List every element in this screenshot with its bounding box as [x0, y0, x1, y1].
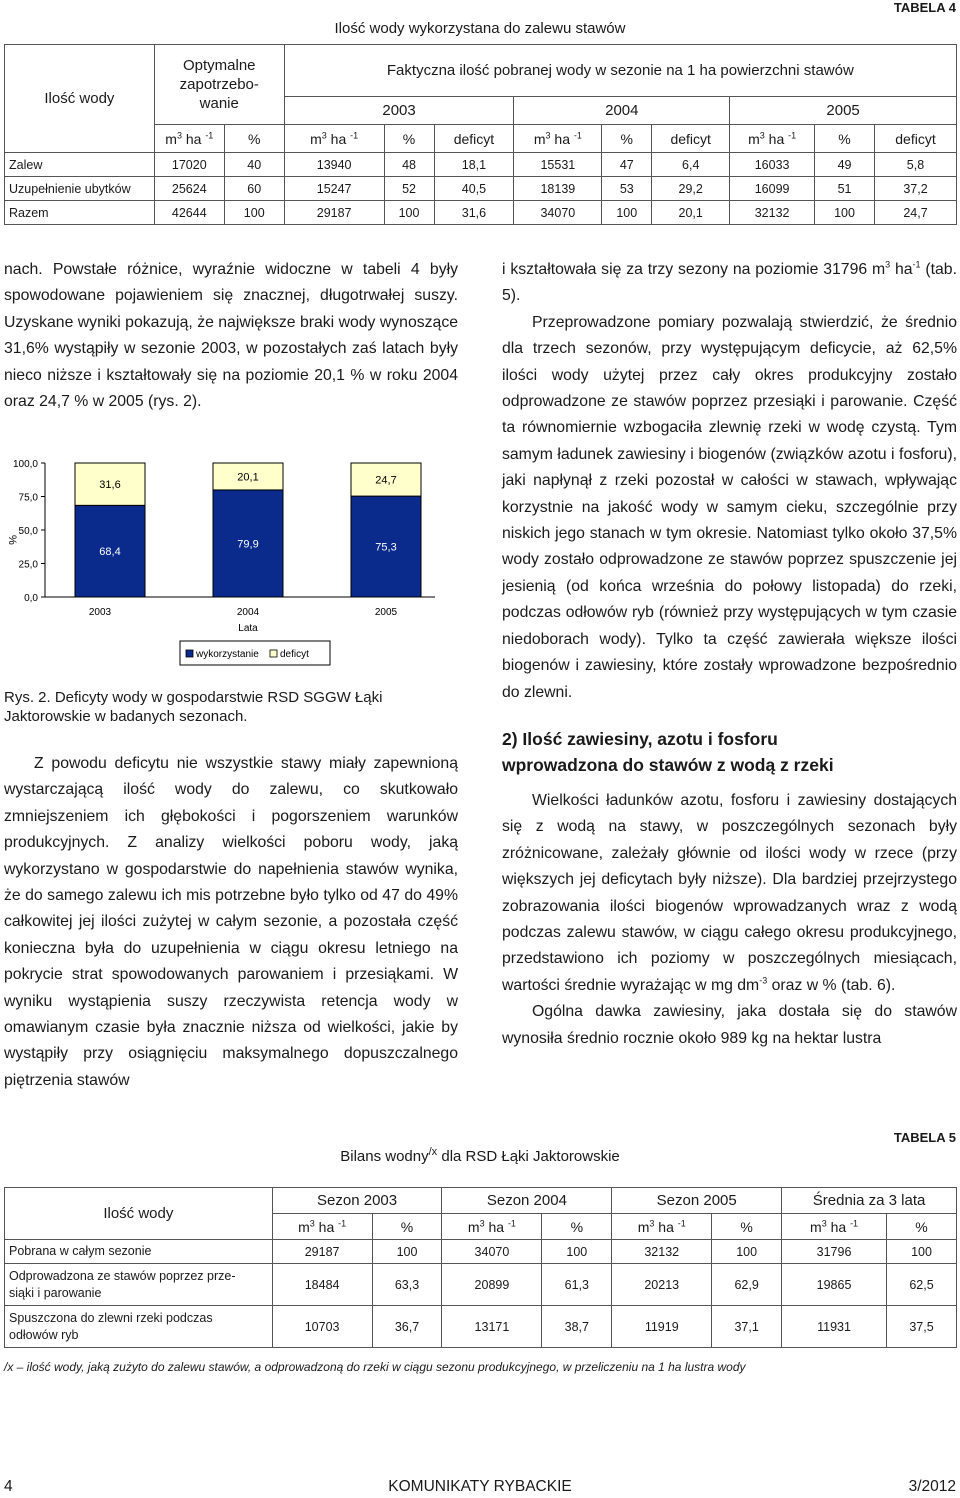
table-cell: 6,4: [652, 153, 730, 177]
x-axis-label: Lata: [238, 623, 258, 634]
table4-opt-line1: Optymalne zapotrzebo-: [179, 57, 259, 93]
table-row: [5, 1264, 957, 1306]
unit-m: m: [165, 130, 177, 147]
table-cell: 20,1: [652, 201, 730, 225]
unit-m: m: [637, 1218, 650, 1235]
unit-ha: ha: [658, 1218, 674, 1235]
table-cell: 49: [815, 153, 875, 177]
row-label: Uzupełnienie ubytków: [5, 177, 155, 201]
table-cell: 11931: [782, 1306, 887, 1348]
unit-sup3: 3: [759, 129, 765, 140]
table-cell: 62,9: [712, 1264, 782, 1306]
table-row: [5, 1240, 957, 1264]
x-tick-label: 2003: [88, 607, 112, 618]
unit-sup-minus1: -1: [677, 1217, 686, 1228]
deficit-chart: [0, 445, 460, 680]
table-cell: 13171: [442, 1306, 542, 1348]
table-cell: 61,3: [542, 1264, 612, 1306]
table-cell: 16099: [730, 177, 815, 201]
table4-year-2005: 2005: [730, 97, 957, 125]
table5-rowhead: Ilość wody: [5, 1188, 273, 1240]
page-number: 4: [4, 1478, 13, 1495]
unit-m: m: [533, 130, 546, 147]
left-text-top: [4, 257, 458, 415]
unit-sup-minus1: -1: [850, 1217, 859, 1228]
table4-unit-cell: deficyt: [874, 125, 956, 153]
table5-title: [0, 1148, 960, 1165]
table-cell: 34070: [514, 201, 602, 225]
right-paragraph-0: [502, 257, 957, 310]
y-axis-label: %: [6, 535, 18, 545]
unit-sup-minus1: -1: [350, 129, 359, 140]
table-cell: 25624: [154, 177, 224, 201]
section-heading: [502, 726, 957, 778]
table-cell: 100: [886, 1240, 956, 1264]
table-cell: 63,3: [372, 1264, 442, 1306]
table4-unit-cell: [730, 125, 815, 153]
table-cell: 100: [372, 1240, 442, 1264]
table5: [4, 1187, 957, 1348]
table-cell: 18,1: [434, 153, 514, 177]
right-column: [502, 257, 957, 1052]
section-heading-line1: 2) Ilość zawiesiny, azotu i fosforu: [502, 728, 778, 749]
row-label-line: Spuszczona do zlewni rzeki podczas: [9, 1310, 213, 1325]
table5-season-header: Sezon 2005: [612, 1188, 782, 1214]
table4-unit-cell: %: [224, 125, 284, 153]
right-p0-sup: -1: [912, 259, 921, 270]
table-cell: 31,6: [434, 201, 514, 225]
table-cell: 32132: [612, 1240, 712, 1264]
row-label: [5, 1306, 273, 1348]
data-label: 75,3: [375, 541, 397, 554]
table4-title: Ilość wody wykorzystana do zalewu stawów: [334, 20, 626, 37]
table-cell: 62,5: [886, 1264, 956, 1306]
table5-season-header: Sezon 2004: [442, 1188, 612, 1214]
legend-swatch-deficyt: [270, 650, 277, 657]
unit-sup-minus1: -1: [573, 129, 582, 140]
row-label-line: Pobrana w całym sezonie: [9, 1244, 152, 1258]
data-label: 24,7: [375, 474, 397, 487]
table5-unit-cell: [442, 1214, 542, 1240]
issue-number: 3/2012: [908, 1478, 956, 1495]
y-tick-label: 0,0: [24, 593, 38, 604]
table5-unit-cell: %: [372, 1214, 442, 1240]
table-cell: 24,7: [874, 201, 956, 225]
table-cell: 29,2: [652, 177, 730, 201]
unit-sup-minus1: -1: [338, 1217, 347, 1228]
unit-ha: ha: [488, 1218, 505, 1235]
table-cell: 53: [602, 177, 652, 201]
right-p0-text: i kształtowała się za trzy sezony na poziomie 31796 m: [502, 261, 886, 278]
table-cell: 100: [602, 201, 652, 225]
unit-m: m: [298, 1218, 310, 1235]
legend-label-deficyt: deficyt: [280, 649, 309, 660]
right-p0-unit: ha: [890, 261, 913, 278]
table-cell: 100: [384, 201, 434, 225]
table-row: [5, 1306, 957, 1348]
table-cell: 42644: [154, 201, 224, 225]
unit-ha: ha: [830, 1218, 847, 1235]
table-row: [5, 153, 957, 177]
right-p2-end: oraz w % (tab. 6).: [767, 976, 896, 994]
table5-title-b: dla RSD Łąki Jaktorowskie: [437, 1148, 620, 1165]
table5-unit-cell: [272, 1214, 372, 1240]
table4-rowhead: Ilość wody: [5, 45, 155, 153]
row-label: Razem: [5, 201, 155, 225]
table5-unit-cell: [612, 1214, 712, 1240]
unit-sup3: 3: [321, 129, 327, 140]
table-cell: 10703: [272, 1306, 372, 1348]
row-label: [5, 1240, 273, 1264]
left-paragraph-1: nach. Powstałe różnice, wyraźnie widoczne w tabeli 4 były spowodowane pojawieniem się znacznej, długotrwałej suszy. Uzyskane wyniki pokazują, że największe braki wody wynoszące 31,6% wystąpiły w sezonie 2003, w pozostałych zaś latach były nieco niższe i kształtowały się na poziomie 20,1 % w roku 2004 oraz 24,7 % w 2005 (rys. 2).: [4, 261, 458, 411]
right-paragraph-3: Ogólna dawka zawiesiny, jaka dostała się do stawów wynosiła średnio rocznie około 989 kg na hektar lustra: [502, 1003, 957, 1047]
table-cell: 19865: [782, 1264, 887, 1306]
table4-label: TABELA 4: [893, 0, 956, 15]
unit-sup-minus1: -1: [205, 129, 214, 140]
y-tick-label: 100,0: [12, 459, 38, 470]
table4: [4, 44, 957, 225]
table4-unit-cell: [284, 125, 384, 153]
unit-ha: ha: [185, 130, 202, 147]
table4-unit-cell: deficyt: [652, 125, 730, 153]
unit-sup-minus1: -1: [788, 129, 797, 140]
table-cell: 17020: [154, 153, 224, 177]
table-cell: 38,7: [542, 1306, 612, 1348]
table4-grid: [4, 44, 957, 225]
table5-unit-cell: %: [886, 1214, 956, 1240]
table4-unit-cell: %: [602, 125, 652, 153]
figure-caption: [4, 688, 458, 726]
unit-sup3: 3: [649, 1217, 655, 1228]
table4-unit-cell: %: [815, 125, 875, 153]
table4-year-2004: 2004: [514, 97, 730, 125]
table-cell: 40,5: [434, 177, 514, 201]
table5-label: TABELA 5: [893, 1130, 956, 1145]
table5-title-sup: /x: [428, 1146, 438, 1158]
x-tick-label: 2005: [374, 607, 398, 618]
table-cell: 11919: [612, 1306, 712, 1348]
table-cell: 52: [384, 177, 434, 201]
table4-year-2003: 2003: [284, 97, 514, 125]
x-tick-label: 2004: [236, 607, 260, 618]
data-label: 79,9: [237, 538, 259, 551]
left-text-bottom: [4, 751, 458, 1094]
y-tick-label: 25,0: [18, 559, 38, 571]
y-tick-label: 75,0: [18, 492, 38, 504]
table5-season-header: Średnia za 3 lata: [782, 1188, 957, 1214]
section-heading-line2: wprowadzona do stawów z wodą z rzeki: [502, 754, 834, 775]
unit-sup-minus1: -1: [507, 1217, 516, 1228]
table-cell: 37,2: [874, 177, 956, 201]
unit-sup3: 3: [545, 129, 551, 140]
unit-sup3: 3: [309, 1217, 315, 1228]
right-p2-text: Wielkości ładunków azotu, fosforu i zawiesiny dostających się z wodą na stawy, w poszczególnych sezonach były zróżnicowane, zależały głównie od ilości wody w rzece (przy większych jej deficytach były niższe). Dla bardziej przejrzystego zobrazowania ilości biogenów wprowadzanych wraz z wodą podczas zalewu stawów, w ciągu całego okresu produkcyjnego, przedstawiono ich poziomy w poszczególnych miesiącach, wartości średnie wyrażając w mg dm: [502, 791, 957, 994]
table-cell: 100: [542, 1240, 612, 1264]
table-cell: 29187: [272, 1240, 372, 1264]
table-cell: 34070: [442, 1240, 542, 1264]
table-cell: 100: [815, 201, 875, 225]
table-cell: 47: [602, 153, 652, 177]
unit-sup3: 3: [176, 129, 182, 140]
table-cell: 37,1: [712, 1306, 782, 1348]
left-paragraph-2: Z powodu deficytu nie wszystkie stawy miały zapewnioną wystarczającą ilość wody do zalewu, co skutkowało zmniejszeniem ich głębokości i pogorszeniem warunków produkcyjnych. Z analizy wielkości poboru wody, jaką wykorzystano w gospodarstwie do napełnienia stawów wynika, że do samego zalewu ich mis potrzebne było tylko od 47 do 49% całkowitej jej ilości zużytej w całym sezonie, a pozostała część konieczna była do uzupełnienia w ciągu okresu letniego na pokrycie strat spowodowanych parowaniem i przesiąkami. W wyniku wystąpienia suszy rzeczywista retencja wody w omawianym czasie była znacznie niższa od wielkości, jakie by wystąpiły przy osiągnięciu maksymalnego dopuszczalnego piętrzenia stawów: [4, 755, 458, 1089]
legend-label-wykorzystanie: wykorzystanie: [196, 649, 259, 660]
table4-unit-cell: deficyt: [434, 125, 514, 153]
table-cell: 20213: [612, 1264, 712, 1306]
table-cell: 31796: [782, 1240, 887, 1264]
right-p0-sup3: 3: [885, 259, 891, 270]
row-label: [5, 1264, 273, 1306]
figure-caption-text: Rys. 2. Deficyty wody w gospodarstwie RSD SGGW Łąki Jaktorowskie w badanych sezonach.: [4, 689, 383, 725]
table-cell: 32132: [730, 201, 815, 225]
table-cell: 5,8: [874, 153, 956, 177]
unit-sup3: 3: [821, 1217, 827, 1228]
table5-unit-cell: %: [712, 1214, 782, 1240]
table-cell: 100: [712, 1240, 782, 1264]
table4-opt-line2: wanie: [199, 95, 239, 112]
unit-m: m: [810, 1218, 822, 1235]
table-cell: 48: [384, 153, 434, 177]
table-cell: 51: [815, 177, 875, 201]
unit-m: m: [467, 1218, 480, 1235]
table-cell: 15531: [514, 153, 602, 177]
row-label-line: siąki i parowanie: [9, 1285, 102, 1300]
table5-unit-cell: [782, 1214, 887, 1240]
table-row: [5, 201, 957, 225]
table5-title-a: Bilans wodny: [340, 1148, 429, 1165]
unit-m: m: [748, 130, 760, 147]
data-label: 20,1: [237, 471, 259, 484]
table-cell: 29187: [284, 201, 384, 225]
data-label: 31,6: [99, 479, 121, 492]
table-cell: 100: [224, 201, 284, 225]
right-paragraph-2: [502, 788, 957, 999]
table5-season-header: Sezon 2003: [272, 1188, 442, 1214]
table-row: [5, 177, 957, 201]
legend-swatch-wykorzystanie: [186, 650, 193, 657]
table4-fakt-header: Faktyczna ilość pobranej wody w sezonie na 1 ha powierzchni stawów: [284, 45, 956, 97]
y-tick-label: 50,0: [18, 526, 38, 537]
row-label-line: odłowów ryb: [9, 1327, 79, 1342]
right-p0-end: (tab. 5).: [502, 261, 957, 305]
row-label-line: Odprowadzona ze stawów poprzez prze-: [9, 1268, 236, 1283]
table4-unit-cell: %: [384, 125, 434, 153]
unit-ha: ha: [330, 130, 347, 147]
table-cell: 18484: [272, 1264, 372, 1306]
journal-name: KOMUNIKATY RYBACKIE: [388, 1478, 572, 1495]
unit-ha: ha: [554, 130, 570, 147]
table5-footnote: /x – ilość wody, jaką zużyto do zalewu stawów, a odprowadzoną do rzeki w ciągu sezonu produkcyjnego, w przeliczeniu na 1 ha lustra wody: [4, 1360, 746, 1374]
table-cell: 20899: [442, 1264, 542, 1306]
table-cell: 37,5: [886, 1306, 956, 1348]
table4-unit-cell: [514, 125, 602, 153]
table-cell: 15247: [284, 177, 384, 201]
table-cell: 60: [224, 177, 284, 201]
right-paragraph-1: Przeprowadzone pomiary pozwalają stwierdzić, że średnio dla trzech sezonów, przy występującym deficycie, aż 62,5% ilości wody użytej przez cały okres produkcyjny zostało odprowadzone ze stawów poprzez przesiąki i parowanie. Część ta równomiernie wzbogaciła zlewnię rzeki w wodę czystą. Tym samym ładunek zawiesiny i biogenów (związków azotu i fosforu), jaki napłynął z rzeki pozostał w całości w stawach, wpływając korzystnie na jakość wody w samym cieku, szczególnie przy niskich jego stanach w tym okresie. Natomiast tylko około 37,5% wody zostało odprowadzone ze stawów poprzez spuszczenie jej jesienią (od końca września do połowy listopada) do rzeki, podczas odłowów ryb (również przy występujących w tym czasie niedoborach wody). Tylko ta część zawierała większe ilości biogenów i zawiesiny, które zostały wprowadzone bezpośrednio do zlewni.: [502, 313, 957, 701]
table5-grid: [4, 1187, 957, 1348]
unit-ha: ha: [318, 1218, 335, 1235]
unit-ha: ha: [768, 130, 785, 147]
unit-m: m: [310, 130, 322, 147]
row-label: Zalew: [5, 153, 155, 177]
table-cell: 18139: [514, 177, 602, 201]
right-p2-sup: -3: [759, 975, 768, 986]
table4-opt-header: [154, 45, 284, 125]
table4-unit-cell: [154, 125, 224, 153]
table-cell: 13940: [284, 153, 384, 177]
data-label: 68,4: [99, 546, 121, 559]
table5-unit-cell: %: [542, 1214, 612, 1240]
unit-sup3: 3: [479, 1217, 485, 1228]
table-cell: 40: [224, 153, 284, 177]
table-cell: 16033: [730, 153, 815, 177]
table-cell: 36,7: [372, 1306, 442, 1348]
